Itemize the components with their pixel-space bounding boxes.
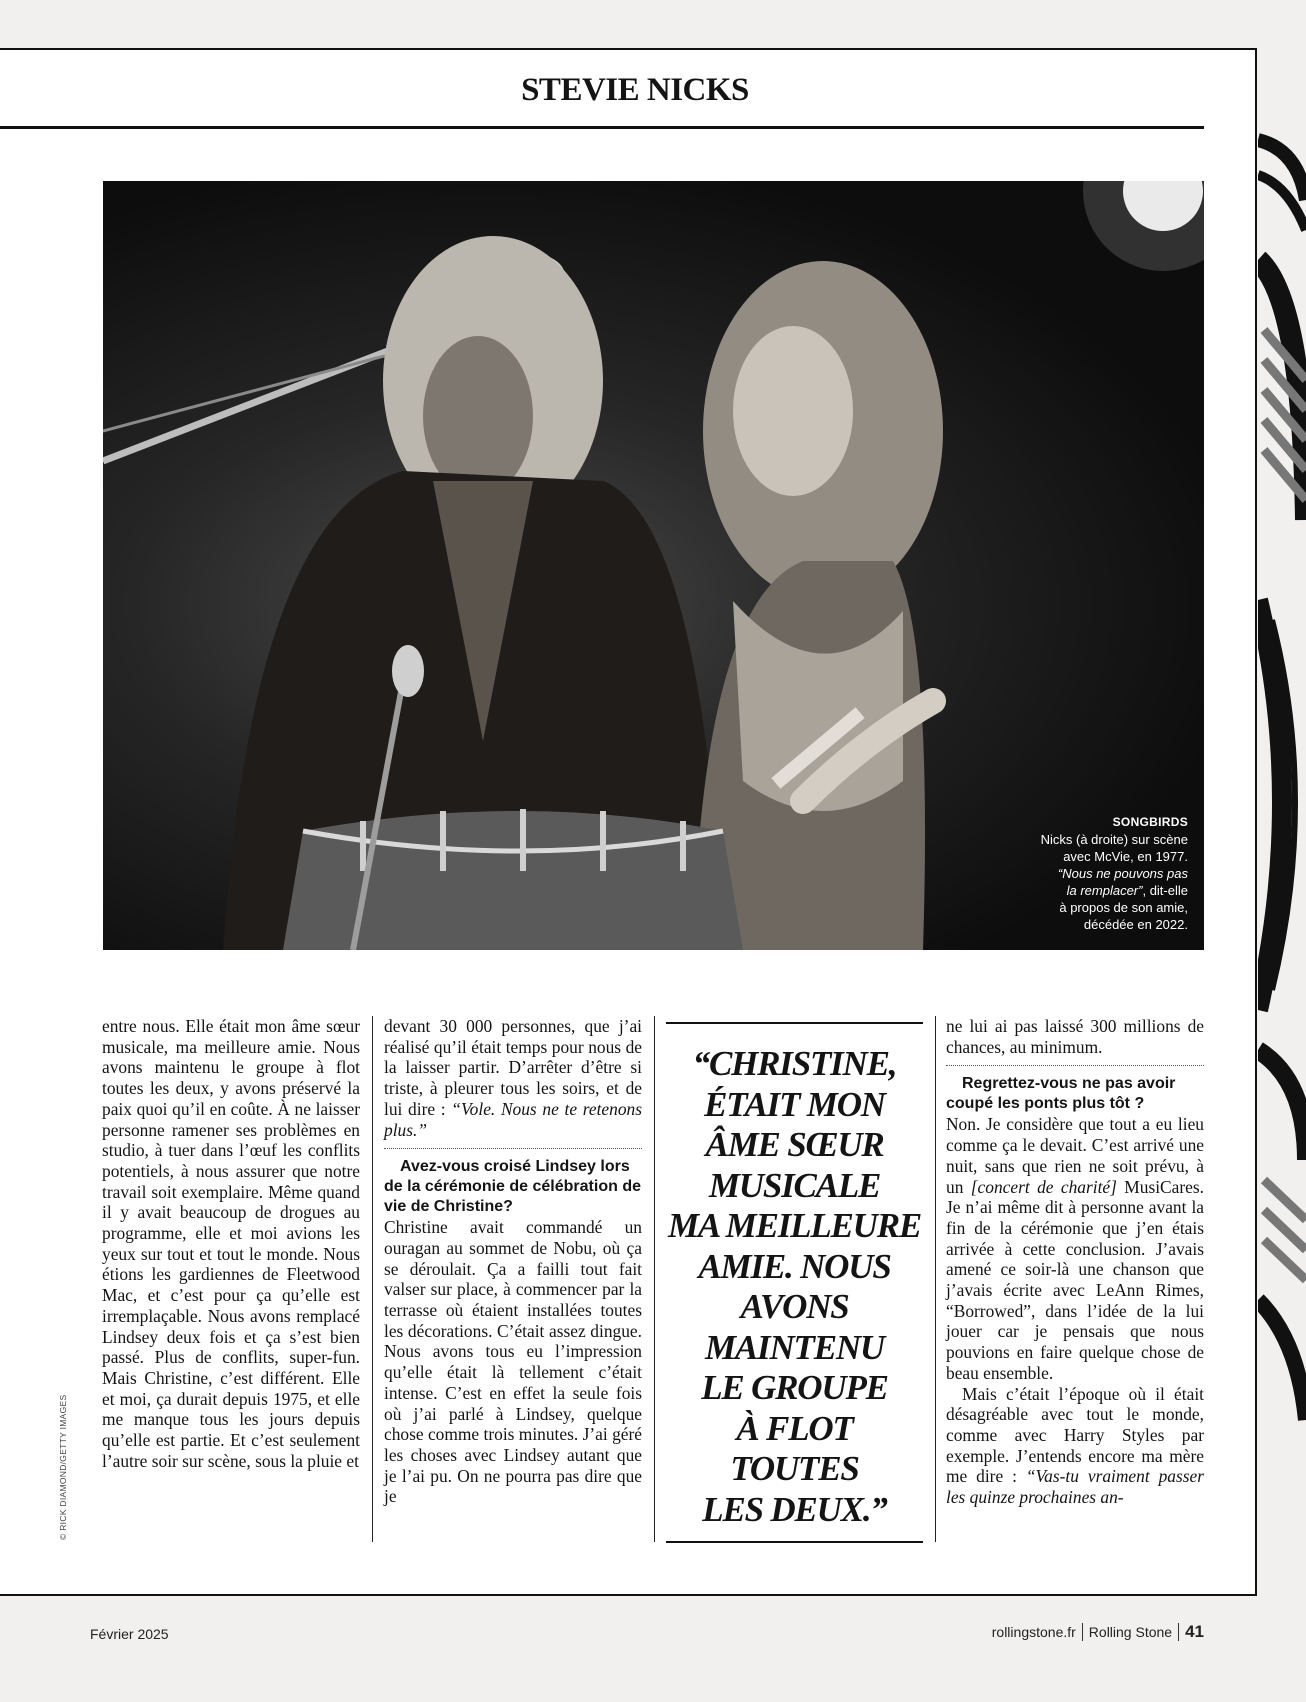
photo-caption — [928, 814, 1188, 933]
article-paragraph — [946, 1114, 1204, 1383]
title-rule — [0, 126, 1204, 129]
article-paragraph — [384, 1016, 642, 1140]
article-paragraph — [946, 1384, 1204, 1508]
interview-question: Regrettez-vous ne pas avoir coupé les ponts plus tôt ? — [946, 1075, 1176, 1113]
paragraph-text: MusiCares. Je n’ai même dit à personne avant la fin de la cérémonie que j’en étais arrivée à cette conclusion. J’avais amené ce soir-là une chanson que j’avais écrite avec LeAnn Rimes, “Borrowed”, dans l’idée de la lui jouer car je pensais que nous pouvions en faire quelque chose de beau ensemble. — [946, 1176, 1204, 1383]
footer-site: rollingstone.fr — [991, 1624, 1076, 1640]
interview-question: Avez-vous croisé Lindsey lors de la cérémonie de célébration de vie de Christine? — [384, 1158, 641, 1216]
caption-quote: “Nous ne pouvons pas — [1057, 866, 1188, 881]
article-paragraph: ne lui ai pas laissé 300 millions de chances, au minimum. — [946, 1016, 1204, 1057]
caption-line: à propos de son amie, — [1059, 900, 1188, 915]
caption-line: , dit-elle — [1142, 883, 1188, 898]
paragraph-text: devant 30 000 personnes, que j’ai réalisé qu’il était temps pour nous de la laisser partir. D’arrêter d’être si triste, à pleurer tous les soirs, et de lui dire : — [384, 1016, 642, 1119]
caption-title: SONGBIRDS — [1112, 815, 1188, 829]
caption-line: avec McVie, en 1977. — [1063, 849, 1188, 864]
article-column-2 — [384, 1016, 642, 1507]
page-number: 41 — [1185, 1622, 1204, 1641]
article-column-4 — [946, 1016, 1204, 1508]
caption-line: décédée en 2022. — [1083, 917, 1188, 932]
paragraph-text: Mais c’était l’époque où il était désagréable avec tout le monde, comme avec Harry Styles par exemple. J’entends encore ma mère me dire : — [946, 1383, 1204, 1487]
pull-quote-text: “CHRISTINE, ÉTAIT MON ÂME SŒUR MUSICALE MA MEILLEURE AMIE. NOUS AVONS MAINTENU LE GROUPE À FLOT TOUTES LES DEUX.” — [667, 1044, 922, 1529]
footer-separator — [1082, 1623, 1083, 1641]
section-title: STEVIE NICKS — [521, 72, 749, 108]
article-paragraph: entre nous. Elle était mon âme sœur musicale, ma meilleure amie. Nous avons maintenu le groupe à flot toutes les deux, y avons préservé la paix quoi qu’il en coûte. À ne laisser personne ramener ses problèmes en studio, à tuer dans l’œuf les conflits potentiels, à nous assurer que notre travail soit exemplaire. Même quand il y avait beaucoup de drogues au programme, elle et moi avions les yeux sur tout et tout le monde. Nous étions les gardiennes de Fleetwood Mac, et c’est pour ça qu’elle est irremplaçable. Nous avons remplacé Lindsey deux fois et ça s’est bien passé. Plus de conflits, super-fun. Mais Christine, c’est différent. Elle et moi, ça durait depuis 1975, et elle me manque tous les jours depuis qu’elle est partie. Et c’est seulement l’autre soir sur scène, sous la pluie et — [102, 1016, 360, 1471]
paragraph-italic: “Vole. Nous ne te retenons plus.” — [384, 1098, 642, 1140]
footer-separator — [1178, 1623, 1179, 1641]
paragraph-italic: [concert de charité] — [970, 1176, 1117, 1197]
article-column-1 — [102, 1016, 360, 1471]
column-divider — [372, 1016, 373, 1542]
dotted-divider — [384, 1148, 642, 1149]
decorative-stripes — [1258, 0, 1306, 1702]
footer-magazine: Rolling Stone — [1088, 1624, 1173, 1640]
column-divider — [935, 1016, 936, 1542]
paragraph-italic: “Vas-tu vraiment passer les quinze prochaines an- — [946, 1466, 1204, 1508]
caption-quote: la remplacer” — [1066, 883, 1143, 898]
concert-photo — [103, 181, 1204, 950]
pull-quote — [666, 1022, 923, 1543]
photo-credit: © RICK DIAMOND/GETTY IMAGES — [58, 1394, 68, 1540]
paragraph-text: Non. Je considère que tout a eu lieu comme ça le devait. C’est arrivé une nuit, sans que rien ne soit prévu, à un — [946, 1114, 1204, 1197]
footer-date: Février 2025 — [90, 1626, 169, 1642]
footer-info — [992, 1622, 1204, 1642]
column-divider — [654, 1016, 655, 1542]
article-paragraph: Christine avait commandé un ouragan au sommet de Nobu, où ça se déroulait. Ça a failli tout fait valser sur place, à commencer par la terrasse où étaient installées toutes les décorations. C’était assez dingue. Nous avons tous eu l’impression qu’elle était là tellement c’était intense. C’est en effet la seule fois où j’ai parlé à Lindsey, quelque chose comme trois minutes. J’ai géré les choses avec Lindsey autant que je l’ai pu. On ne pourra pas dire que je — [384, 1217, 642, 1507]
caption-line: Nicks (à droite) sur scène — [1040, 832, 1188, 847]
dotted-divider — [946, 1065, 1204, 1066]
